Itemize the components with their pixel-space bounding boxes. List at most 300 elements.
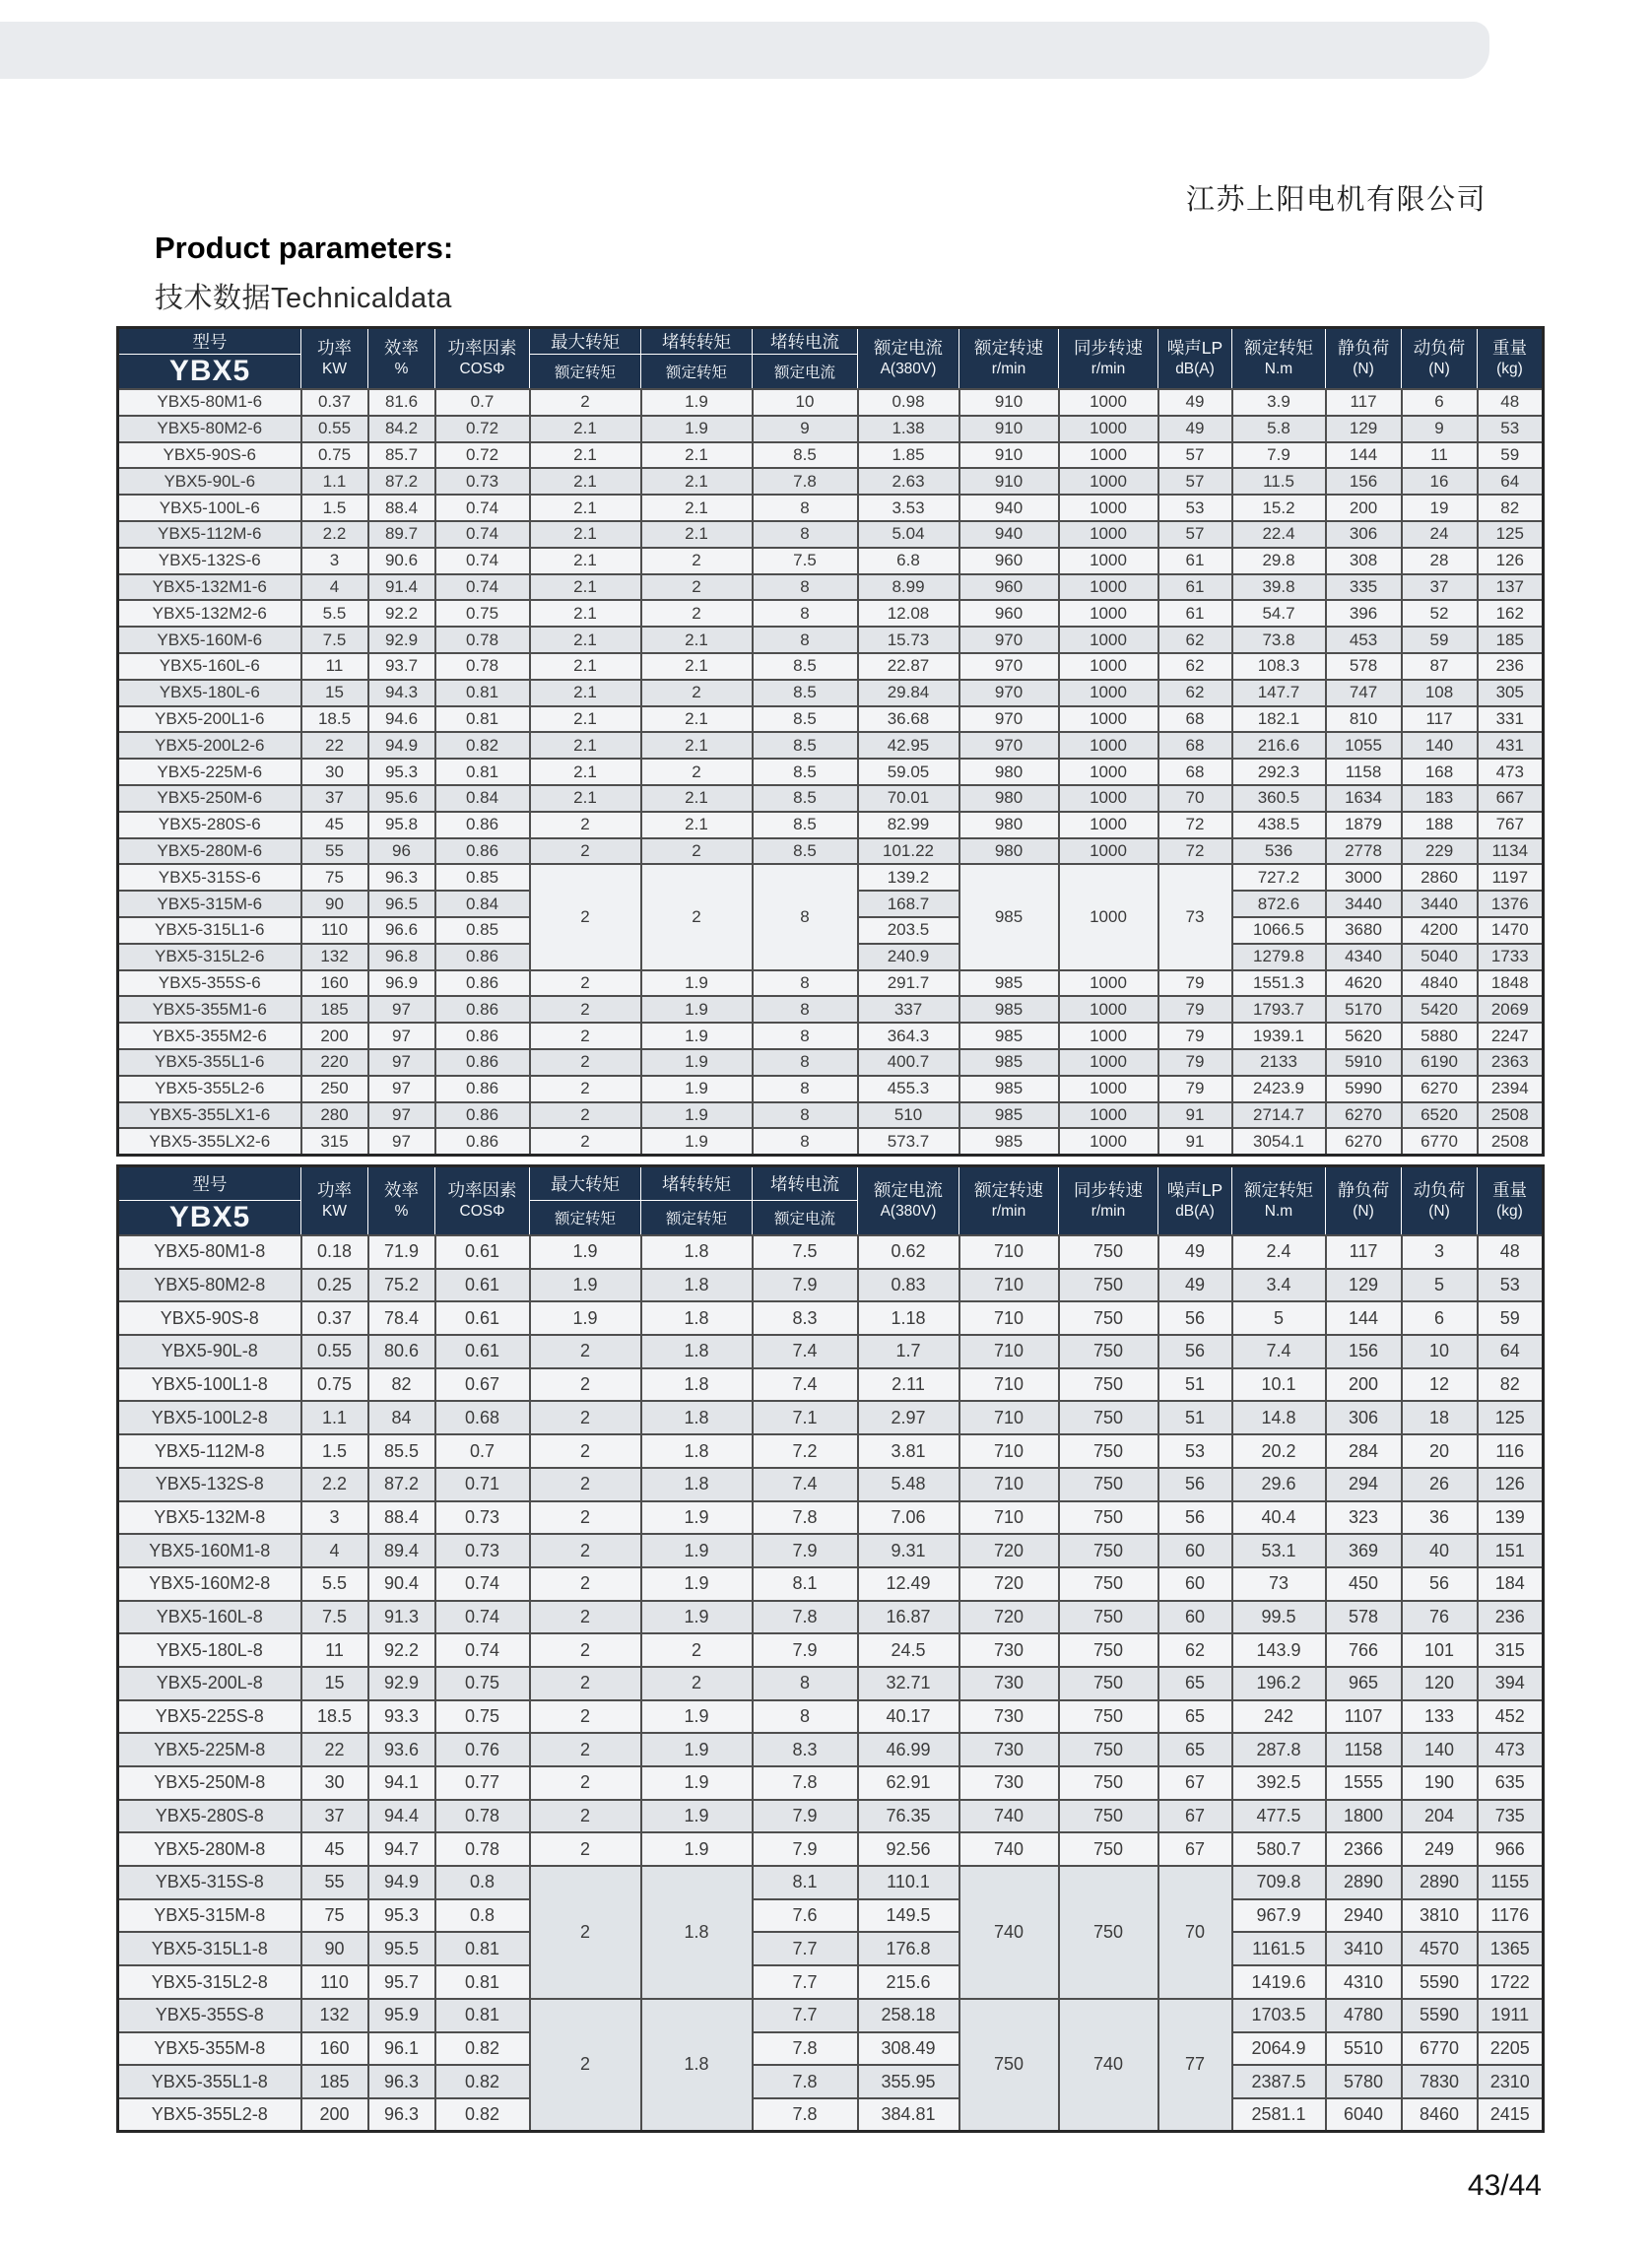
table-row [118, 495, 1544, 521]
table-cell: 5170 [1326, 996, 1402, 1023]
table-cell: 7.7 [753, 1932, 858, 1965]
table-cell: 8 [753, 495, 858, 521]
table-cell: 1551.3 [1232, 970, 1326, 997]
table-cell: 1000 [1059, 389, 1158, 416]
model-cell: YBX5-200L2-6 [118, 732, 301, 759]
table-cell: 22 [301, 1733, 368, 1766]
table-cell: 8.5 [753, 812, 858, 838]
table-cell: 3.53 [858, 495, 959, 521]
table-cell: 7.6 [753, 1899, 858, 1933]
table-cell: 22 [301, 732, 368, 759]
table-cell: 1.8 [641, 1269, 753, 1302]
table-cell: 872.6 [1232, 891, 1326, 917]
table-cell: 2 [530, 1733, 641, 1766]
table-cell: 59 [1402, 627, 1478, 653]
table-cell: 1.9 [641, 1766, 753, 1800]
model-cell: YBX5-355L2-6 [118, 1076, 301, 1102]
table-row [118, 706, 1544, 733]
page-number: 43/44 [1467, 2169, 1542, 2202]
table-cell: 93.6 [368, 1733, 435, 1766]
table-cell: 4200 [1402, 917, 1478, 944]
table-cell: 96.5 [368, 891, 435, 917]
table-cell: 5420 [1402, 996, 1478, 1023]
table-cell: 394 [1478, 1667, 1544, 1700]
table-cell: 308.49 [858, 2032, 959, 2066]
table-cell: 1000 [1059, 1049, 1158, 1076]
table-cell: 8.3 [753, 1301, 858, 1335]
table-cell: 5990 [1326, 1076, 1402, 1102]
header-cell: 功率因素 COSΦ [435, 328, 530, 390]
table-cell: 1000 [1059, 574, 1158, 601]
table-cell: 59 [1478, 442, 1544, 469]
table-cell: 10.1 [1232, 1368, 1326, 1402]
table-cell: 315 [301, 1128, 368, 1155]
table-cell: 284 [1326, 1434, 1402, 1468]
table-cell: 1000 [1059, 680, 1158, 706]
table-cell: 1000 [1059, 416, 1158, 442]
table-cell: 2 [530, 812, 641, 838]
table-cell: 30 [301, 759, 368, 785]
table-cell: 18 [1402, 1401, 1478, 1434]
table-cell: 2 [530, 970, 641, 997]
model-cell: YBX5-160L-8 [118, 1601, 301, 1634]
table-cell: 473 [1478, 759, 1544, 785]
table-cell: 30 [301, 1766, 368, 1800]
table-cell: 940 [959, 521, 1059, 548]
table-cell: 71.9 [368, 1235, 435, 1269]
spec-table-ybx5-8pole [116, 1164, 1545, 2133]
table-cell: 87.2 [368, 1468, 435, 1501]
table-cell: 0.81 [435, 1932, 530, 1965]
model-cell: YBX5-112M-8 [118, 1434, 301, 1468]
table-cell: 55 [301, 838, 368, 865]
table-cell: 1470 [1478, 917, 1544, 944]
model-cell: YBX5-355M2-6 [118, 1023, 301, 1049]
table-cell: 8460 [1402, 2098, 1478, 2132]
table-row [118, 1899, 1544, 1933]
table-cell: 220 [301, 1049, 368, 1076]
table-cell: 750 [1059, 1235, 1158, 1269]
table-cell: 0.78 [435, 1800, 530, 1833]
table-cell: 400.7 [858, 1049, 959, 1076]
table-row [118, 2098, 1544, 2132]
table-cell: 8 [753, 1076, 858, 1102]
header-cell: 堵转转矩 [641, 328, 753, 355]
table-cell: 635 [1478, 1766, 1544, 1800]
table-cell: 0.85 [435, 917, 530, 944]
table-cell: 750 [1059, 1368, 1158, 1402]
table-cell: 0.74 [435, 1567, 530, 1601]
table-cell: 730 [959, 1667, 1059, 1700]
model-cell: YBX5-315S-8 [118, 1866, 301, 1899]
table-cell: 11 [301, 1633, 368, 1667]
table-row [118, 600, 1544, 627]
table-cell: 91.3 [368, 1601, 435, 1634]
table-cell: 985 [959, 1023, 1059, 1049]
table-cell: 15 [301, 680, 368, 706]
table-cell: 306 [1326, 1401, 1402, 1434]
table-cell: 1939.1 [1232, 1023, 1326, 1049]
table-cell: 96.9 [368, 970, 435, 997]
table-cell: 750 [1059, 1766, 1158, 1800]
table-cell: 1000 [1059, 970, 1158, 997]
table-cell: 1.7 [858, 1335, 959, 1368]
table-cell: 750 [1059, 1601, 1158, 1634]
table-cell: 750 [1059, 1335, 1158, 1368]
table-cell: 710 [959, 1434, 1059, 1468]
model-cell: YBX5-355L1-6 [118, 1049, 301, 1076]
table-cell: 0.78 [435, 1832, 530, 1866]
header-cell: 堵转转矩 [641, 1166, 753, 1201]
table-cell: 2 [530, 1401, 641, 1434]
table-cell: 94.1 [368, 1766, 435, 1800]
table-cell: 53.1 [1232, 1534, 1326, 1567]
table-cell: 580.7 [1232, 1832, 1326, 1866]
table-cell: 710 [959, 1235, 1059, 1269]
table-cell: 6 [1402, 389, 1478, 416]
table-cell: 7.5 [301, 627, 368, 653]
table-cell: 2 [530, 1076, 641, 1102]
model-cell: YBX5-112M-6 [118, 521, 301, 548]
table-cell: 1.9 [641, 1102, 753, 1129]
table-row [118, 1932, 1544, 1965]
table-cell: 8.5 [753, 653, 858, 680]
table-cell: 0.61 [435, 1235, 530, 1269]
table-cell: 910 [959, 468, 1059, 495]
table-row [118, 996, 1544, 1023]
table-cell: 101.22 [858, 838, 959, 865]
table-cell: 51 [1158, 1368, 1232, 1402]
table-cell: 1.8 [641, 1468, 753, 1501]
table-cell: 204 [1402, 1800, 1478, 1833]
table-cell: 62.91 [858, 1766, 959, 1800]
table-cell: 56 [1158, 1301, 1232, 1335]
table-cell: 84.2 [368, 416, 435, 442]
table-cell: 750 [1059, 1733, 1158, 1766]
table-cell: 2.1 [641, 706, 753, 733]
table-cell: 6190 [1402, 1049, 1478, 1076]
table-cell: 0.18 [301, 1235, 368, 1269]
table-cell: 129 [1326, 1269, 1402, 1302]
table-cell: 0.62 [858, 1235, 959, 1269]
table-cell: 82 [368, 1368, 435, 1402]
table-cell: 4340 [1326, 944, 1402, 970]
table-cell: 156 [1326, 468, 1402, 495]
table-cell: 0.61 [435, 1269, 530, 1302]
table-row [118, 627, 1544, 653]
table-cell: 1.9 [641, 1601, 753, 1634]
table-cell: 0.86 [435, 1049, 530, 1076]
table-cell: 0.85 [435, 864, 530, 891]
table-cell: 8.1 [753, 1866, 858, 1899]
model-cell: YBX5-200L1-6 [118, 706, 301, 733]
spec-table-8pole-wrapper [116, 1164, 1545, 2133]
table-cell: 1.9 [641, 1800, 753, 1833]
model-cell: YBX5-90L-6 [118, 468, 301, 495]
table-cell: 79 [1158, 996, 1232, 1023]
table-cell: 5.5 [301, 600, 368, 627]
table-cell: 92.9 [368, 627, 435, 653]
table-cell: 20 [1402, 1434, 1478, 1468]
table-cell: 75 [301, 1899, 368, 1933]
table-cell: 2 [530, 1102, 641, 1129]
table-cell: 182.1 [1232, 706, 1326, 733]
table-cell: 75.2 [368, 1269, 435, 1302]
table-cell: 667 [1478, 785, 1544, 812]
table-cell: 60 [1158, 1567, 1232, 1601]
table-cell: 1.9 [641, 1076, 753, 1102]
table-row [118, 1667, 1544, 1700]
table-cell: 1055 [1326, 732, 1402, 759]
table-row [118, 1102, 1544, 1129]
table-row [118, 1534, 1544, 1567]
model-cell: YBX5-80M1-8 [118, 1235, 301, 1269]
table-cell: 960 [959, 574, 1059, 601]
table-cell: 8 [753, 1023, 858, 1049]
table-cell: 2310 [1478, 2065, 1544, 2098]
table-cell: 2.4 [1232, 1235, 1326, 1269]
table-cell: 133 [1402, 1700, 1478, 1734]
table-cell: 70.01 [858, 785, 959, 812]
table-cell: 8.5 [753, 785, 858, 812]
table-cell: 1.8 [641, 1301, 753, 1335]
table-cell: 985 [959, 970, 1059, 997]
table-cell: 710 [959, 1335, 1059, 1368]
table-cell: 49 [1158, 416, 1232, 442]
table-cell: 1.9 [530, 1235, 641, 1269]
table-cell: 2 [530, 864, 641, 969]
table-cell: 1.9 [641, 1700, 753, 1734]
table-row [118, 1023, 1544, 1049]
table-cell: 162 [1478, 600, 1544, 627]
table-cell: 176.8 [858, 1932, 959, 1965]
table-cell: 4780 [1326, 1999, 1402, 2032]
table-cell: 12 [1402, 1368, 1478, 1402]
table-cell: 117 [1326, 1235, 1402, 1269]
table-cell: 6270 [1326, 1128, 1402, 1155]
model-cell: YBX5-100L2-8 [118, 1401, 301, 1434]
table-row [118, 1076, 1544, 1102]
table-cell: 1000 [1059, 996, 1158, 1023]
table-cell: 5 [1232, 1301, 1326, 1335]
table-cell: 355.95 [858, 2065, 959, 2098]
table-cell: 8.5 [753, 680, 858, 706]
table-cell: 709.8 [1232, 1866, 1326, 1899]
table-cell: 1555 [1326, 1766, 1402, 1800]
table-cell: 750 [1059, 1866, 1158, 1999]
table-cell: 79 [1158, 1023, 1232, 1049]
table-cell: 29.6 [1232, 1468, 1326, 1501]
table-cell: 110 [301, 1965, 368, 1999]
table-cell: 940 [959, 495, 1059, 521]
table-cell: 144 [1326, 1301, 1402, 1335]
table-row [118, 442, 1544, 469]
table-cell: 11.5 [1232, 468, 1326, 495]
table-row [118, 970, 1544, 997]
model-cell: YBX5-250M-6 [118, 785, 301, 812]
table-cell: 64 [1478, 468, 1544, 495]
table-cell: 18.5 [301, 1700, 368, 1734]
table-cell: 0.8 [435, 1866, 530, 1899]
top-decor-bar [0, 22, 1489, 79]
table-cell: 72 [1158, 838, 1232, 865]
model-cell: YBX5-80M1-6 [118, 389, 301, 416]
model-cell: YBX5-250M-8 [118, 1766, 301, 1800]
header-cell: 重量 (kg) [1478, 1166, 1544, 1236]
table-row [118, 1999, 1544, 2032]
table-cell: 0.76 [435, 1733, 530, 1766]
table-cell: 0.78 [435, 627, 530, 653]
table-cell: 8 [753, 1667, 858, 1700]
table-cell: 24 [1402, 521, 1478, 548]
table-cell: 5.8 [1232, 416, 1326, 442]
table-cell: 1722 [1478, 1965, 1544, 1999]
header-series-label: YBX5 [118, 1201, 301, 1236]
table-cell: 95.5 [368, 1932, 435, 1965]
table-cell: 94.9 [368, 732, 435, 759]
table-cell: 985 [959, 1128, 1059, 1155]
table-cell: 1365 [1478, 1932, 1544, 1965]
table-cell: 2581.1 [1232, 2098, 1326, 2132]
table-cell: 727.2 [1232, 864, 1326, 891]
table-cell: 1.9 [641, 970, 753, 997]
table-cell: 0.71 [435, 1468, 530, 1501]
table-cell: 3.4 [1232, 1269, 1326, 1302]
table-cell: 1000 [1059, 468, 1158, 495]
table-cell: 730 [959, 1633, 1059, 1667]
table-cell: 747 [1326, 680, 1402, 706]
table-cell: 5590 [1402, 1999, 1478, 2032]
model-cell: YBX5-355LX1-6 [118, 1102, 301, 1129]
table-row [118, 1401, 1544, 1434]
table-cell: 90.6 [368, 548, 435, 574]
table-cell: 24.5 [858, 1633, 959, 1667]
table-cell: 2 [530, 1832, 641, 1866]
table-cell: 60 [1158, 1601, 1232, 1634]
table-cell: 2.1 [530, 416, 641, 442]
table-cell: 53 [1158, 1434, 1232, 1468]
table-cell: 2 [530, 1049, 641, 1076]
table-cell: 7.8 [753, 468, 858, 495]
table-cell: 0.25 [301, 1269, 368, 1302]
table-row [118, 1468, 1544, 1501]
table-cell: 3440 [1402, 891, 1478, 917]
table-cell: 1161.5 [1232, 1932, 1326, 1965]
table-cell: 32.71 [858, 1667, 959, 1700]
table-cell: 2 [530, 1999, 641, 2132]
table-cell: 96.3 [368, 864, 435, 891]
table-cell: 147.7 [1232, 680, 1326, 706]
header-cell: 额定电流 [753, 355, 858, 390]
table-cell: 5880 [1402, 1023, 1478, 1049]
table-cell: 7.7 [753, 1965, 858, 1999]
header-cell: 额定电流 [753, 1201, 858, 1236]
table-cell: 6770 [1402, 2032, 1478, 2066]
table-cell: 3 [301, 1501, 368, 1535]
table-cell: 3.81 [858, 1434, 959, 1468]
table-cell: 185 [301, 2065, 368, 2098]
table-cell: 72 [1158, 812, 1232, 838]
table-cell: 49 [1158, 1269, 1232, 1302]
table-cell: 19 [1402, 495, 1478, 521]
table-cell: 4840 [1402, 970, 1478, 997]
table-cell: 85.5 [368, 1434, 435, 1468]
table-cell: 720 [959, 1601, 1059, 1634]
table-cell: 1733 [1478, 944, 1544, 970]
table-cell: 56 [1158, 1468, 1232, 1501]
table-cell: 20.2 [1232, 1434, 1326, 1468]
table-cell: 2133 [1232, 1049, 1326, 1076]
table-cell: 97 [368, 1102, 435, 1129]
table-cell: 70 [1158, 1866, 1232, 1999]
table-cell: 143.9 [1232, 1633, 1326, 1667]
table-cell: 200 [1326, 495, 1402, 521]
table-cell: 965 [1326, 1667, 1402, 1700]
model-cell: YBX5-160L-6 [118, 653, 301, 680]
table-cell: 910 [959, 389, 1059, 416]
table-cell: 110 [301, 917, 368, 944]
table-cell: 101 [1402, 1633, 1478, 1667]
table-cell: 80.6 [368, 1335, 435, 1368]
table-cell: 242 [1232, 1700, 1326, 1734]
model-cell: YBX5-160M1-8 [118, 1534, 301, 1567]
table-cell: 94.4 [368, 1800, 435, 1833]
table-cell: 9.31 [858, 1534, 959, 1567]
header-cell: 额定转速 r/min [959, 328, 1059, 390]
table-cell: 2 [530, 389, 641, 416]
table-cell: 7.9 [753, 1534, 858, 1567]
table-cell: 96.1 [368, 2032, 435, 2066]
table-row [118, 389, 1544, 416]
table-cell: 15.2 [1232, 495, 1326, 521]
table-cell: 1.9 [641, 1534, 753, 1567]
table-cell: 0.75 [435, 1700, 530, 1734]
table-cell: 2.1 [530, 785, 641, 812]
model-cell: YBX5-315L1-8 [118, 1932, 301, 1965]
table-cell: 8 [753, 1049, 858, 1076]
table-cell: 750 [1059, 1700, 1158, 1734]
table-cell: 54.7 [1232, 600, 1326, 627]
table-cell: 369 [1326, 1534, 1402, 1567]
table-cell: 117 [1402, 706, 1478, 733]
table-cell: 1.9 [641, 1733, 753, 1766]
table-cell: 5510 [1326, 2032, 1402, 2066]
table-row [118, 1766, 1544, 1800]
table-cell: 3 [1402, 1235, 1478, 1269]
table-cell: 2940 [1326, 1899, 1402, 1933]
model-cell: YBX5-132M-8 [118, 1501, 301, 1535]
table-cell: 57 [1158, 468, 1232, 495]
header-cell: 效率 % [368, 328, 435, 390]
table-cell: 11 [1402, 442, 1478, 469]
table-row [118, 1235, 1544, 1269]
table-cell: 7.8 [753, 1766, 858, 1800]
spec-table-6pole-wrapper [116, 326, 1545, 1157]
table-cell: 8.5 [753, 759, 858, 785]
table-cell: 1000 [1059, 732, 1158, 759]
table-cell: 0.75 [301, 442, 368, 469]
table-cell: 2508 [1478, 1102, 1544, 1129]
table-cell: 97 [368, 996, 435, 1023]
table-cell: 0.74 [435, 574, 530, 601]
table-cell: 96.3 [368, 2098, 435, 2132]
model-cell: YBX5-180L-8 [118, 1633, 301, 1667]
table-row [118, 680, 1544, 706]
table-cell: 7.8 [753, 1601, 858, 1634]
table-cell: 92.9 [368, 1667, 435, 1700]
table-cell: 1.9 [641, 1567, 753, 1601]
table-cell: 7.4 [753, 1468, 858, 1501]
